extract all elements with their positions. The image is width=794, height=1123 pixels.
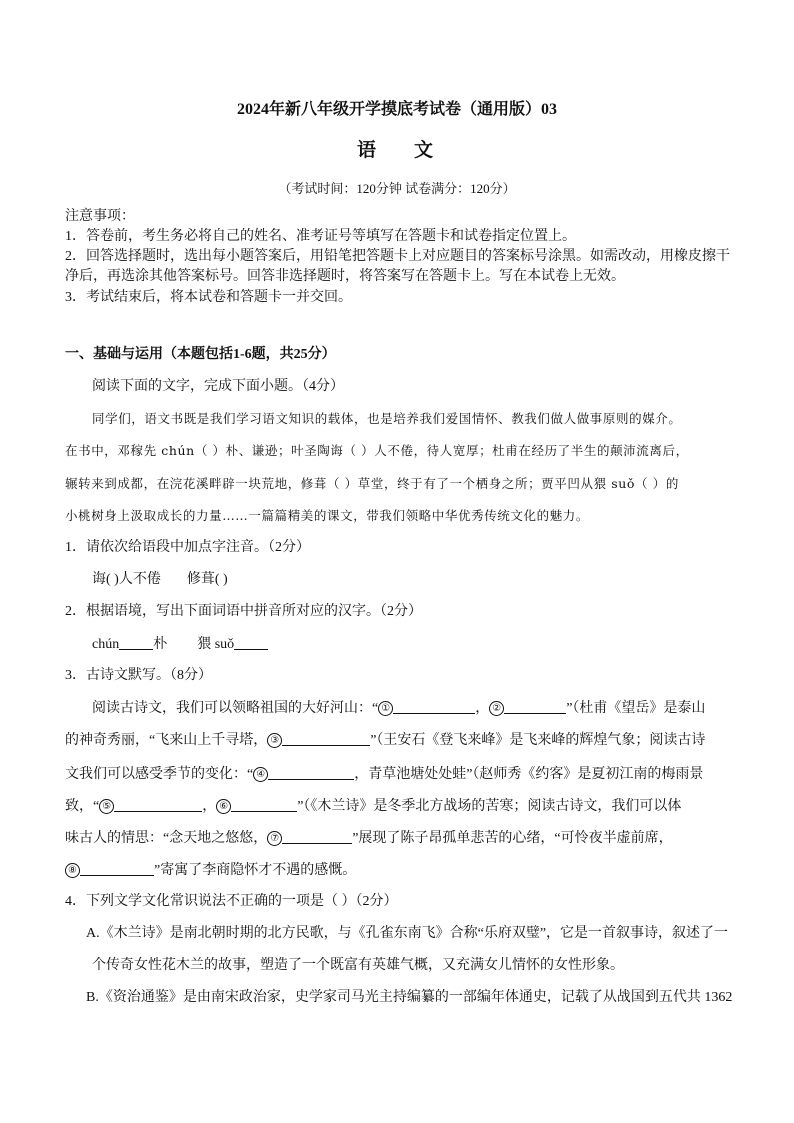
q3-text: ”（杜甫《望岳》是泰山: [566, 701, 706, 716]
marker-7: ⑦: [267, 831, 282, 846]
blank-4[interactable]: [268, 765, 354, 780]
q3-text: 阅读古诗文，我们可以领略祖国的大好河山：“: [92, 701, 379, 716]
blank-8[interactable]: [80, 861, 154, 876]
blank-1[interactable]: [393, 699, 475, 714]
marker-8: ⑧: [65, 863, 80, 878]
q2-suffix-a: 朴: [153, 637, 168, 652]
q3-line-3: [65, 765, 703, 784]
q2-blank-a[interactable]: [119, 635, 153, 650]
q3-sep: ，: [475, 701, 490, 716]
question-3-stem: 3．古诗文默写。（8分）: [65, 668, 212, 683]
passage-line-4: 小桃树身上汲取成长的力量……一篇篇精美的课文，带我们领略中华优秀传统文化的魅力。: [65, 508, 590, 523]
q2-pinyin-a: chún: [92, 637, 120, 652]
subject-char-2: 文: [414, 140, 438, 161]
passage-line-3: 辗转来到成都，在浣花溪畔辟一块荒地，修葺（ ）草堂，终于有了一个栖身之所；贾平凹从猥 suǒ（ ）的: [65, 476, 679, 491]
q3-line-2: [65, 731, 705, 750]
q3-text: ”（《木兰诗》是冬季北方战场的苦寒；阅读古诗文，我们可以体: [297, 799, 682, 814]
q3-text: ”寄寓了李商隐怀才不遇的感慨。: [154, 863, 357, 878]
subject-heading: [0, 142, 794, 160]
question-2-stem: 2．根据语境，写出下面词语中拼音所对应的汉字。（2分）: [65, 604, 422, 619]
marker-4: ④: [253, 767, 268, 782]
note-2-line-1: 2．回答选择题时，选出每小题答案后，用铅笔把答题卡上对应题目的答案标号涂黑。如需改动，用橡皮擦干: [65, 249, 730, 264]
exam-time-info: （考试时间：120分钟 试卷满分：120分）: [278, 181, 516, 196]
note-2-line-2: 净后，再选涂其他答案标号。回答非选择题时，将答案写在答题卡上。写在本试卷上无效。: [65, 269, 625, 284]
question-1-items: [92, 571, 228, 589]
passage-line-2: 在书中，邓稼先 chún（ ）朴、谦逊；叶圣陶诲（ ）人不倦，待人宽厚；杜甫在经历了半生的颠沛流离后，: [65, 443, 689, 458]
question-4-stem: 4．下列文学文化常识说法不正确的一项是（ ）（2分）: [65, 894, 398, 909]
q3-line-1: [92, 699, 705, 718]
q3-text: 文我们可以感受季节的变化：“: [65, 767, 254, 782]
marker-2: ②: [489, 701, 504, 716]
marker-1: ①: [378, 701, 393, 716]
note-3: 3．考试结束后，将本试卷和答题卡一并交回。: [65, 290, 352, 305]
blank-6[interactable]: [231, 797, 297, 812]
q3-line-6: [65, 861, 356, 880]
q3-text: 的神奇秀丽，“飞来山上千寻塔，: [65, 733, 268, 748]
q3-sep: ，: [202, 799, 217, 814]
q2-pinyin-b: 猥 suǒ: [197, 637, 235, 652]
q1-answer-b[interactable]: 修葺( ): [186, 572, 228, 587]
option-b-line-1[interactable]: B.《资治通鉴》是由南宋政治家，史学家司马光主持编纂的一部编年体通史，记载了从战国到五代共 1362: [86, 990, 733, 1005]
blank-3[interactable]: [282, 731, 370, 746]
reading-intro: 阅读下面的文字，完成下面小题。（4分）: [92, 379, 344, 394]
q3-text: 致，“: [65, 799, 100, 814]
q3-line-5: [65, 829, 673, 848]
exam-title: 2024年新八年级开学摸底考试卷（通用版）03: [236, 101, 557, 118]
q2-blank-b[interactable]: [234, 635, 268, 650]
blank-7[interactable]: [282, 829, 352, 844]
marker-6: ⑥: [216, 799, 231, 814]
note-1: 1．答卷前，考生务必将自己的姓名、准考证号等填写在答题卡和试卷指定位置上。: [65, 229, 576, 244]
q3-text: ，青草池塘处处蛙”（赵师秀《约客》是夏初江南的梅雨景: [354, 767, 704, 782]
blank-5[interactable]: [114, 797, 202, 812]
section-1-heading: 一、基础与运用（本题包括1-6题，共25分）: [65, 347, 336, 362]
blank-2[interactable]: [504, 699, 566, 714]
marker-5: ⑤: [99, 799, 114, 814]
q3-line-4: [65, 797, 681, 816]
question-1-stem: 1．请依次给语段中加点字注音。（2分）: [65, 540, 310, 555]
option-a-line-1[interactable]: A.《木兰诗》是南北朝时期的北方民歌，与《孔雀东南飞》合称“乐府双璧”，它是一首叙事诗，叙述了一: [86, 926, 729, 941]
passage-line-1: 同学们，语文书既是我们学习语文知识的载体，也是培养我们爱国情怀、教我们做人做事原则的媒介。: [92, 411, 682, 426]
subject-char-1: 语: [356, 140, 380, 161]
q1-answer-a[interactable]: 诲( )人不倦: [92, 572, 161, 587]
question-2-items: [92, 635, 268, 654]
q3-text: 味古人的情思：“念天地之悠悠，: [65, 831, 268, 846]
option-a-line-2: 个传奇女性花木兰的故事，塑造了一个既富有英雄气概，又充满女儿情怀的女性形象。: [92, 958, 624, 973]
q3-text: ”展现了陈子昂孤单悲苦的心绪，“可怜夜半虚前席，: [352, 831, 673, 846]
q3-text: ”（王安石《登飞来峰》是飞来峰的辉煌气象；阅读古诗: [370, 733, 706, 748]
marker-3: ③: [267, 733, 282, 748]
notes-heading: 注意事项：: [65, 209, 135, 224]
